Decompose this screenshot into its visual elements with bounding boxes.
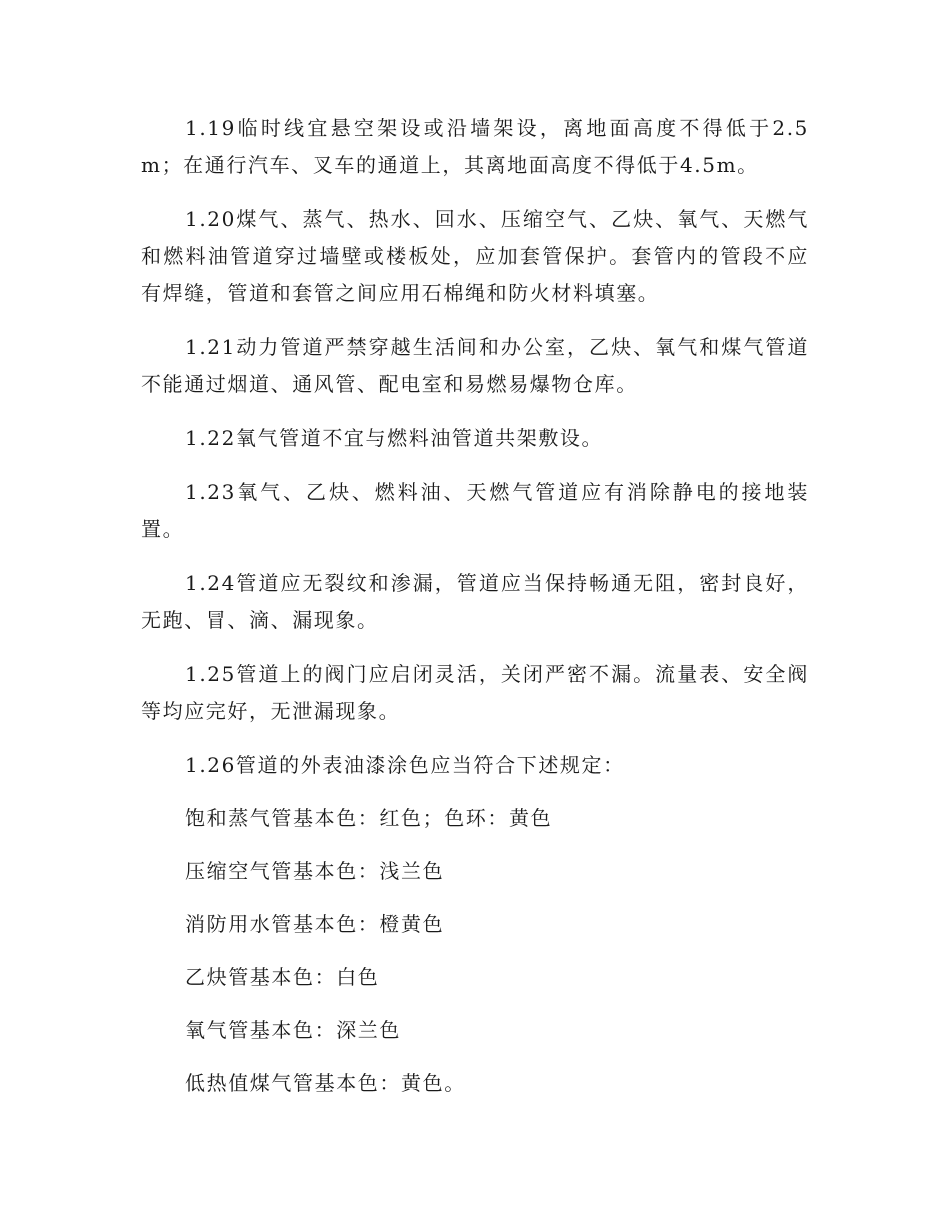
color-rule-compressed-air: 压缩空气管基本色：浅兰色 (185, 859, 445, 883)
paragraph-1-25: 1.25管道上的阀门应启闭灵活，关闭严密不漏。流量表、安全阀等均应完好，无泄漏现象。 (141, 662, 809, 723)
color-rule-low-heat-gas: 低热值煤气管基本色：黄色。 (185, 1071, 466, 1095)
paragraph-1-22: 1.22氧气管道不宜与燃料油管道共架敷设。 (185, 426, 604, 450)
paragraph-1-23: 1.23氧气、乙炔、燃料油、天燃气管道应有消除静电的接地装置。 (141, 480, 809, 541)
color-rule-fire-water: 消防用水管基本色：橙黄色 (185, 912, 445, 936)
color-rule-acetylene: 乙炔管基本色：白色 (185, 965, 380, 989)
paragraph-1-26: 1.26管道的外表油漆涂色应当符合下述规定： (185, 753, 625, 777)
paragraph-1-21: 1.21动力管道严禁穿越生活间和办公室，乙炔、氧气和煤气管道不能通过烟道、通风管、配电室和易燃易爆物仓库。 (141, 335, 809, 396)
color-rule-steam: 饱和蒸气管基本色：红色；色环：黄色 (185, 806, 553, 830)
paragraph-1-24: 1.24管道应无裂纹和渗漏，管道应当保持畅通无阻，密封良好，无跑、冒、滴、漏现象。 (141, 571, 809, 632)
paragraph-1-19: 1.19临时线宜悬空架设或沿墙架设，离地面高度不得低于2.5m；在通行汽车、叉车的通道上，其离地面高度不得低于4.5m。 (141, 116, 809, 177)
color-rule-oxygen: 氧气管基本色：深兰色 (185, 1018, 401, 1042)
document-body (141, 110, 809, 1102)
paragraph-1-20: 1.20煤气、蒸气、热水、回水、压缩空气、乙炔、氧气、天燃气和燃料油管道穿过墙壁或楼板处，应加套管保护。套管内的管段不应有焊缝，管道和套管之间应用石棉绳和防火材料填塞。 (141, 207, 809, 305)
